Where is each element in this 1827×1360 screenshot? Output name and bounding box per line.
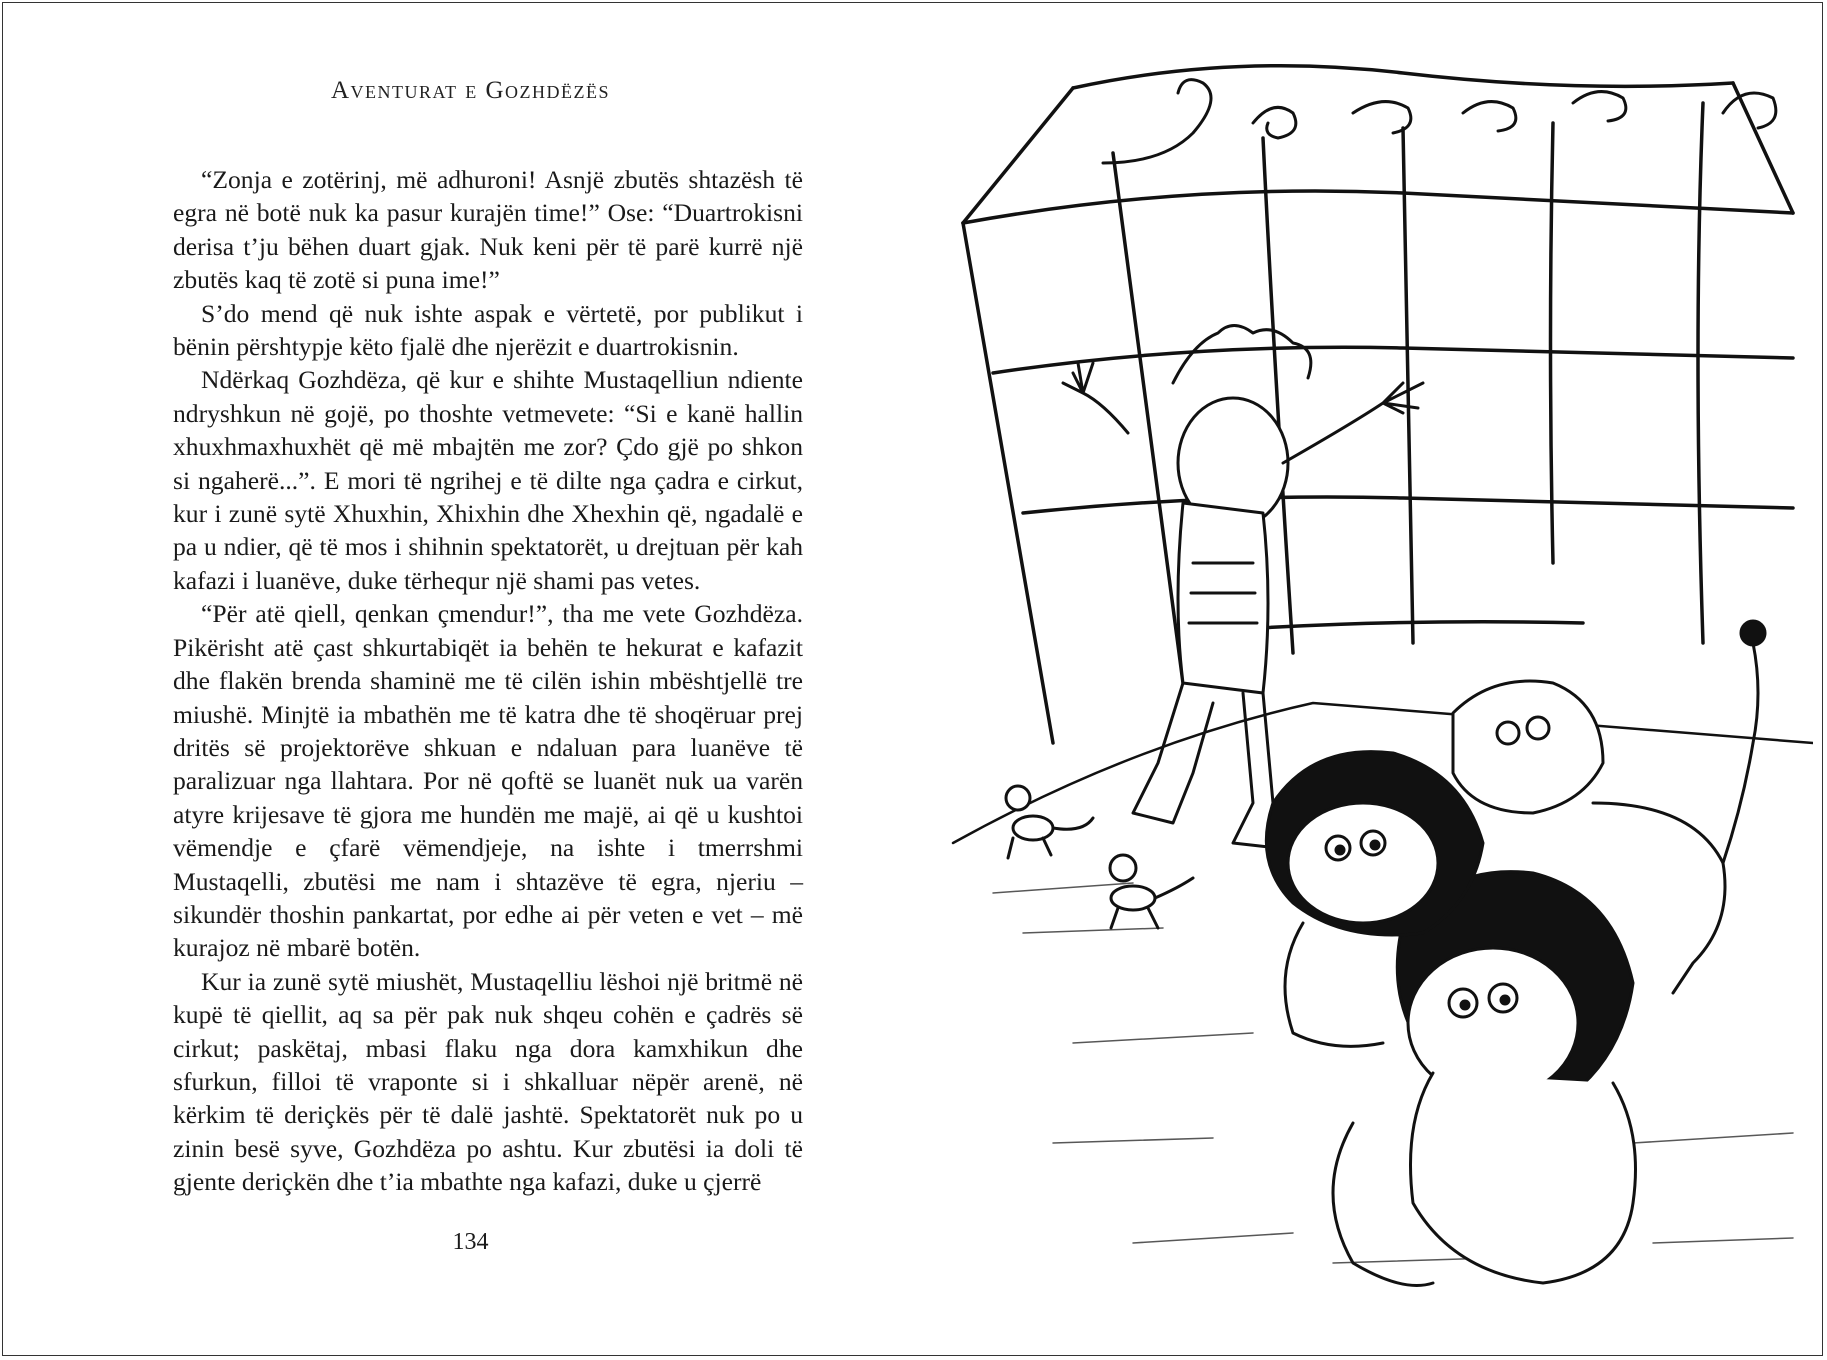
paragraph-1: “Zonja e zotërinj, më adhuroni! Asnjë zbutës shtazësh të egra në botë nuk ka pasur kurajën time!” Ose: “Duartrokisni derisa t’ju bëhen duart gjak. Nuk keni për të parë kurrë një zbutës kaq të zotë si puna ime!” [173,165,803,295]
mouse-2 [1110,855,1193,928]
book-spread [2,2,1823,1356]
paragraph-4: “Për atë qiell, qenkan çmendur!”, tha me vete Gozhdëza. Pikërisht atë çast shkurtabiqët ia behën te hekurat e kafazit dhe flakën brenda shaminë me të cilën ishin mbështjellë tre miushë. Minjtë ia mbathën me të katra dhe të shoqëruar prej dritës së projektorëve shkuan e ndaluan para luanëve të paralizuar nga llahtara. Por në qoftë se luanët nuk ua varën atyre krijesave të gjora me hundën me majë, ai që u kushtoi vëmendje e çfarë vëmendjeje, na ishte i tmerrshmi Mustaqelli, zbutësi me nam i shtazëve të egra, njeriu – sikundër thoshin pankartat, por edhe ai për veten e vet – më kurajoz në mbarë botën. [173,599,803,963]
body-text [173,163,803,1199]
paragraph-3: Ndërkaq Gozhdëza, që kur e shihte Mustaqelliun ndiente ndryshkun në gojë, po thoshte vetmevete: “Si e kanë hallin xhuxhmaxhuxhët që më mbajtën me zor? Çdo gjë po shkon si ngaherë...”. E mori të ngrihej e të dilte nga çadra e cirkut, kur i zunë sytë Xhuxhin, Xhixhin dhe Xhexhin që, ngadalë e pa u ndier, që të mos i shihnin spektatorët, u drejtuan për kah kafazi i luanëve, duke tërhequr një shami pas vetes. [173,365,803,595]
paragraph-2: S’do mend që nuk ishte aspak e vërtetë, por publikut i bënin përshtypje këto fjalë dhe njerëzit e duartrokisnin. [173,298,803,362]
mouse-1 [1006,786,1093,858]
cage-ornaments [1103,80,1776,163]
left-page [3,3,938,1355]
paragraph-5: Kur ia zunë sytë miushët, Mustaqelliu lëshoi një britmë në kupë të qiellit, aq sa për pak nuk shqeu cohën e çadrës së cirkut; paskëtaj, mbasi flaku nga dora kamxhikun dhe sfurkun, filloi të vraponte si i shkalluar nëpër arenë, në kërkim të deriçkës për të dalë jashtë. Spektatorët nuk po u zinin besë syve, Gozhdëza po ashtu. Kur zbutësi ia doli të gjente deriçkën dhe t’ia mbathte nga kafazi, duke u çjerrë [173,966,803,1197]
page-number: 134 [452,1229,489,1255]
cage-bars [963,66,1793,743]
running-head: Aventurat e Gozhdëzës [330,77,611,104]
lion-cage-illustration [933,43,1813,1343]
